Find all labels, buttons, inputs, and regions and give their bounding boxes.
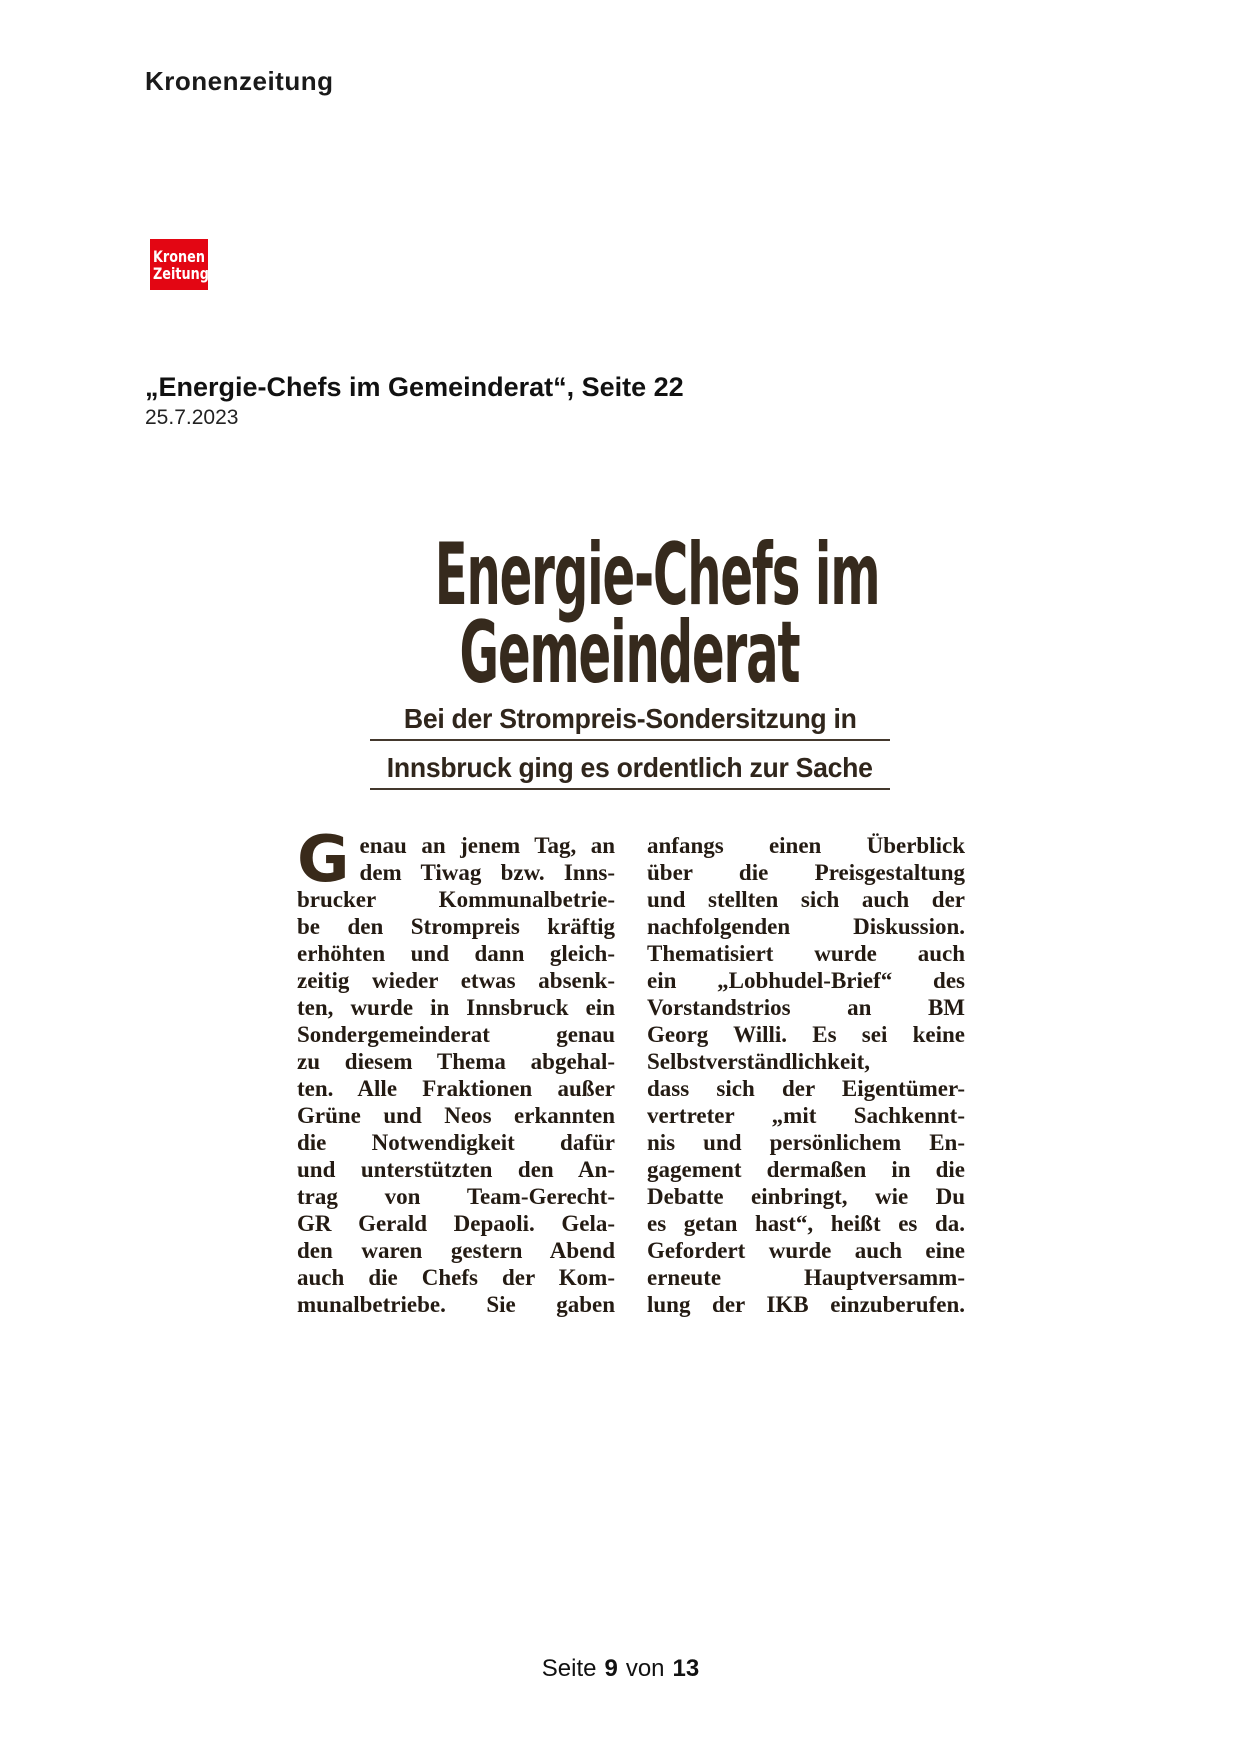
article-column-left [297, 823, 615, 1318]
subtitle-text-2: Innsbruck ging es ordentlich zur Sache [387, 752, 873, 783]
text-line: Thematisiert wurde auch [647, 941, 965, 966]
text-line: GR Gerald Depaoli. Gela- [297, 1211, 615, 1236]
article-headline [260, 525, 1000, 703]
text-line: Grüne und Neos erkannten [297, 1103, 615, 1128]
subtitle-line-1 [370, 701, 890, 741]
clipping-title: „Energie-Chefs im Gemeinderat“, Seite 22 [145, 372, 684, 402]
logo-text-line2: Zeitung [153, 263, 209, 283]
text-line: erhöhten und dann gleich- [297, 941, 615, 966]
text-line: ten. Alle Fraktionen außer [297, 1076, 615, 1101]
text-line: über die Preisgestaltung [647, 860, 965, 885]
text-line: Vorstandstrios an BM [647, 995, 965, 1020]
text-line: Sondergemeinderat genau [297, 1022, 615, 1047]
page-footer [0, 1655, 1241, 1683]
text-line: anfangs einen Überblick [647, 833, 965, 858]
logo-text-line1: Kronen [153, 246, 205, 266]
text-line: und stellten sich auch der [647, 887, 965, 912]
text-line: nis und persönlichem En- [647, 1130, 965, 1155]
text-line: brucker Kommunalbetrie- [297, 887, 615, 912]
text-line: ten, wurde in Innsbruck ein [297, 995, 615, 1020]
footer-total-pages: 13 [672, 1655, 700, 1682]
headline-text-2: Gemeinderat [460, 603, 800, 703]
text-line: Debatte einbringt, wie Du [647, 1184, 965, 1209]
text-line: erneute Hauptversamm- [647, 1265, 965, 1290]
subtitle-text-1: Bei der Strompreis-Sondersitzung in [403, 703, 857, 734]
text-line: be den Strompreis kräftig [297, 914, 615, 939]
text-line: zu diesem Thema abgehal- [297, 1049, 615, 1074]
text-line: gagement dermaßen in die [647, 1157, 965, 1182]
footer-page-number: 9 [604, 1655, 618, 1682]
text-line: die Notwendigkeit dafür [297, 1130, 615, 1155]
article-subtitle [370, 701, 890, 799]
text-line: vertreter „mit Sachkennt- [647, 1103, 965, 1128]
text-line: dem Tiwag bzw. Inns- [359, 860, 615, 885]
text-line: zeitig wieder etwas absenk- [297, 968, 615, 993]
footer-prefix: Seite [541, 1655, 597, 1682]
text-line: Gefordert wurde auch eine [647, 1238, 965, 1263]
drop-cap: G [297, 823, 350, 897]
text-line: und unterstützten den An- [297, 1157, 615, 1182]
clipping-date: 25.7.2023 [145, 406, 239, 429]
text-line: Selbstverständlichkeit, [647, 1049, 870, 1074]
headline-line-2 [260, 603, 1000, 703]
text-line: auch die Chefs der Kom- [297, 1265, 615, 1290]
text-line: nachfolgenden Diskussion. [647, 914, 965, 939]
text-line: enau an jenem Tag, an [359, 833, 615, 858]
source-label: Kronenzeitung [145, 66, 334, 96]
column-right-lines [647, 832, 965, 1318]
column-left-lines [297, 823, 615, 1318]
headline-text-1: Energie-Chefs im [434, 525, 880, 625]
text-line: lung der IKB einzuberufen. [647, 1292, 965, 1317]
article-column-right [647, 832, 965, 1318]
text-line: den waren gestern Abend [297, 1238, 615, 1263]
text-line: dass sich der Eigentümer- [647, 1076, 965, 1101]
text-line: es getan hast“, heißt es da. [647, 1211, 965, 1236]
text-line: trag von Team-Gerecht- [297, 1184, 615, 1209]
text-line: Georg Willi. Es sei keine [647, 1022, 965, 1047]
footer-separator: von [625, 1655, 665, 1682]
subtitle-line-2 [370, 750, 890, 790]
text-line: ein „Lobhudel-Brief“ des [647, 968, 965, 993]
text-line: munalbetriebe. Sie gaben [297, 1292, 615, 1317]
kronen-zeitung-logo [150, 239, 208, 290]
